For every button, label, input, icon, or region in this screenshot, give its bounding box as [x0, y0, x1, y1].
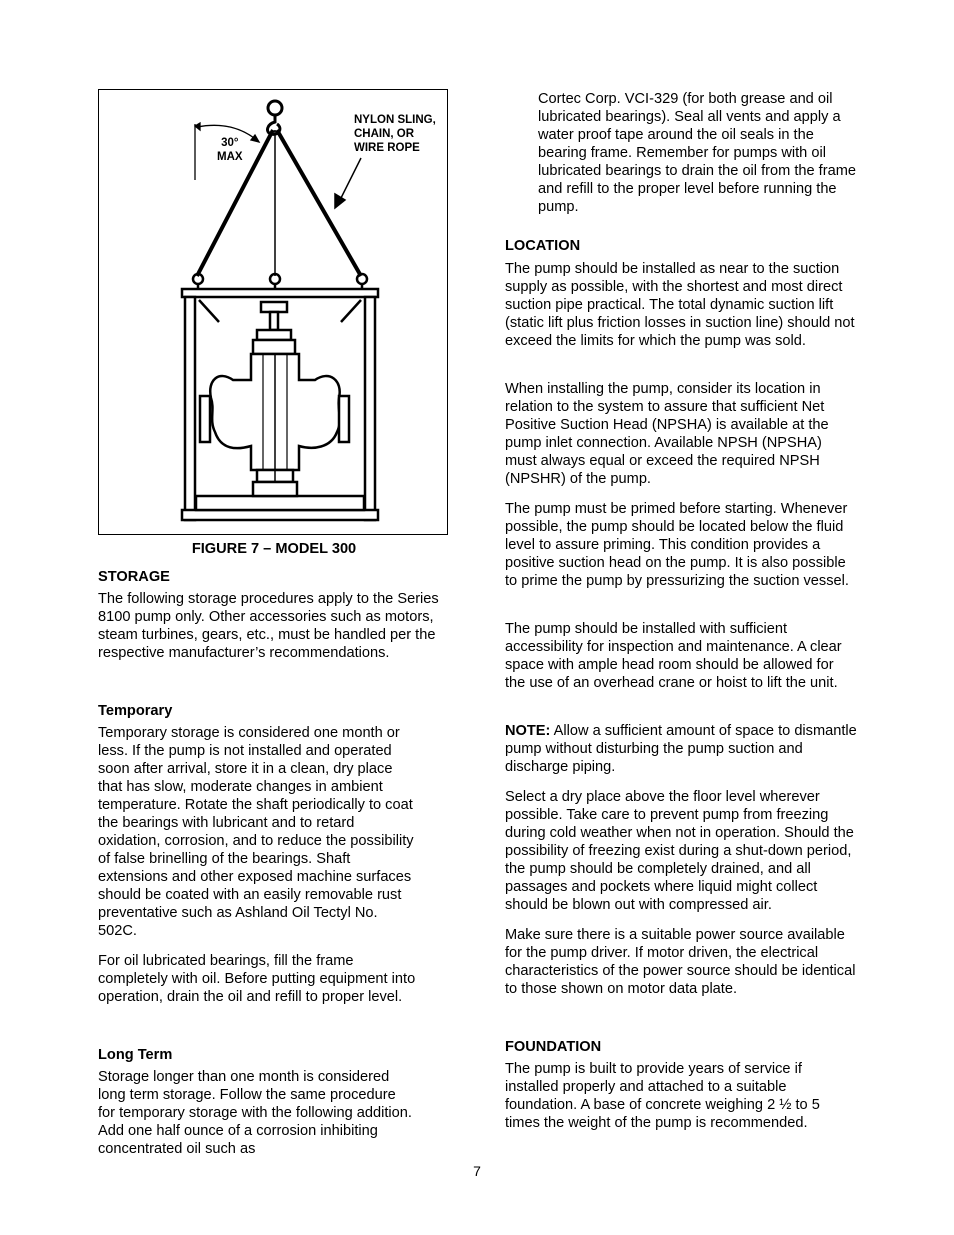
sling-pointer-arrow [335, 158, 361, 208]
location-heading: LOCATION [505, 238, 581, 254]
sling-label-line3: WIRE ROPE [354, 142, 420, 154]
continued-paragraph: Cortec Corp. VCI-329 (for both grease and oil lubricated bearings). Seal all vents and apply a water proof tape around the oil seals in the bearing frame. Remember for pumps with oil lubricated bearings to drain the oil from the frame and refill to the proper level before running the pump. [538, 91, 856, 215]
figure-7-illustration [98, 89, 448, 535]
pump-body [200, 302, 349, 496]
sling-label-line1: NYLON SLING, [354, 114, 436, 126]
note-paragraph [505, 722, 857, 776]
storage-paragraph: The following storage procedures apply to the Series 8100 pump only. Other accessories such as motors, steam turbines, gears, etc., must be handled per the respective manufacturer’s recommendations. [98, 591, 439, 661]
sling-label [354, 113, 436, 155]
temporary-paragraph-2: For oil lubricated bearings, fill the frame completely with oil. Before putting equipment into operation, drain the oil and refill to proper level. [98, 953, 416, 1005]
temporary-paragraph-1: Temporary storage is considered one month or less. If the pump is not installed and operated soon after arrival, store it in a clean, dry place that has slow, moderate changes in ambient temperature. Rotate the shaft periodically to coat the bearings with lubricant and to retard oxidation, corrosion, and to reduce the possibility of false brinelling of the bearings. Shaft extensions and other exposed machine surfaces should be coated with an easily removable rust preventative such as Ashland Oil Tectyl No. 502C. [98, 725, 414, 939]
longterm-heading: Long Term [98, 1047, 173, 1063]
location-paragraph-2: When installing the pump, consider its location in relation to the system to assure that sufficient Net Positive Suction Head (NPSHA) is available at the pump inlet connection. Available NPSH (NPSHA) must always equal or exceed the required NPSH (NPSHR) of the pump. [505, 381, 829, 487]
temporary-heading: Temporary [98, 703, 173, 719]
location-paragraph-6: Make sure there is a suitable power source available for the pump driver. If motor driven, the electrical characteristics of the power source should be identical to those shown on motor data plate. [505, 927, 856, 997]
longterm-paragraph: Storage longer than one month is considered long term storage. Follow the same procedure for temporary storage with the following addition. Add one half ounce of a corrosion inhibiting concentrated oil such as [98, 1069, 412, 1157]
pump-lifting-diagram [99, 90, 447, 534]
page-number: 7 [473, 1163, 481, 1179]
storage-heading: STORAGE [98, 569, 170, 585]
location-paragraph-4: The pump should be installed with sufficient accessibility for inspection and maintenance. A clear space with ample head room should be allowed for the use of an overhead crane or hoist to lift the unit. [505, 621, 842, 691]
angle-label-value: 30° [221, 137, 239, 149]
angle-label-max: MAX [217, 151, 243, 163]
foundation-heading: FOUNDATION [505, 1039, 602, 1055]
angle-label [217, 136, 243, 164]
location-paragraph-5: Select a dry place above the floor level wherever possible. Take care to prevent pump from freezing during cold weather when not in operation. Should the possibility of freezing exist during a shut-down period, the pump should be completely drained, and all passages and pockets where liquid might collect should be blown out with compressed air. [505, 789, 854, 913]
note-text: Allow a sufficient amount of space to dismantle pump without disturbing the pump suction and discharge piping. [505, 723, 857, 775]
figure-caption: FIGURE 7 – MODEL 300 [191, 541, 357, 557]
lifting-shackles [193, 274, 367, 289]
location-paragraph-1: The pump should be installed as near to the suction supply as possible, with the shortest and most direct suction pipe practical. The total dynamic suction lift (static lift plus friction losses in suction line) should not exceed the limits for which the pump was sold. [505, 261, 855, 349]
crane-hook-icon [268, 101, 282, 134]
foundation-paragraph: The pump is built to provide years of service if installed properly and attached to a suitable foundation. A base of concrete weighing 2 ½ to 5 times the weight of the pump is recommended. [505, 1061, 820, 1131]
sling-label-line2: CHAIN, OR [354, 128, 415, 140]
location-paragraph-3: The pump must be primed before starting. Whenever possible, the pump should be located below the fluid level to assure priming. This condition provides a positive suction head on the pump. It is also possible to prime the pump by pressurizing the suction vessel. [505, 501, 849, 589]
note-label: NOTE: [505, 723, 551, 739]
